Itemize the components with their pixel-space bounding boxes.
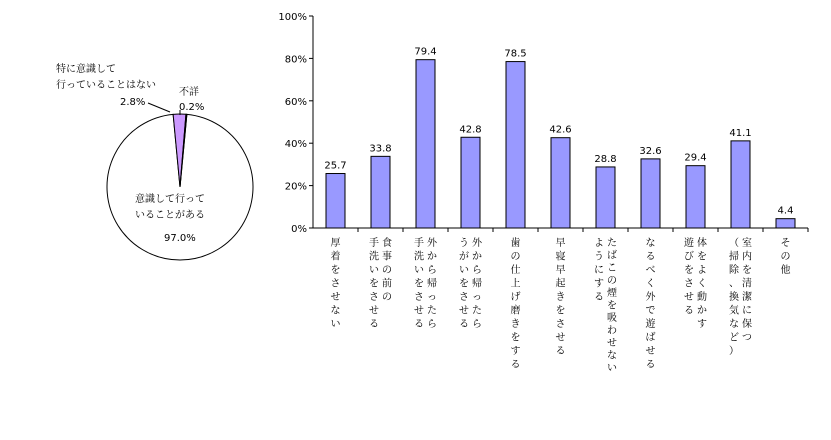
x-category-label-char: を	[459, 278, 469, 290]
x-category-label-char: な	[645, 238, 656, 249]
data-label: 29.4	[684, 152, 707, 164]
x-category-label-char: せ	[607, 338, 617, 349]
y-tick-label: 0%	[291, 224, 307, 235]
x-category-label-char: さ	[459, 292, 469, 303]
x-category-label-char: 外	[472, 238, 482, 249]
x-category-label-char: 保	[742, 319, 752, 330]
x-category-label-char: 早	[555, 265, 566, 276]
bar	[326, 174, 345, 228]
x-category-label-char: 食	[382, 238, 392, 249]
bar	[551, 138, 570, 228]
x-category-label-char: る	[510, 359, 521, 371]
x-category-label-char: る	[369, 319, 379, 330]
x-category-label-char: 外	[645, 292, 656, 303]
x-category-label-char: を	[607, 300, 617, 312]
data-label: 78.5	[504, 48, 527, 60]
data-label: 41.1	[729, 127, 752, 139]
x-category-label-char: た	[472, 305, 482, 317]
x-category-label-char: ら	[427, 265, 437, 276]
pie-label-text: 意識して行って	[135, 194, 205, 205]
x-category-label-char: 煙	[607, 288, 617, 299]
x-category-label-char: 遊	[684, 238, 694, 249]
data-label: 42.6	[549, 124, 572, 136]
bar	[641, 159, 660, 228]
x-category-label-char: る	[645, 359, 656, 371]
data-label: 42.8	[459, 124, 482, 136]
y-tick-label: 60%	[284, 96, 307, 108]
x-category-label-char: よ	[697, 265, 707, 276]
x-category-label-char: の	[382, 292, 392, 303]
data-label: 4.4	[777, 205, 794, 217]
x-category-label-char: っ	[427, 292, 437, 303]
pie-value-label: 2.8%	[120, 97, 146, 108]
bar	[371, 156, 390, 228]
x-category-label-char: を	[555, 305, 566, 317]
x-category-label-char: さ	[555, 319, 566, 330]
x-category-label-char: 着	[330, 251, 341, 263]
x-category-label-char: っ	[472, 292, 482, 303]
x-category-label-char: に	[742, 305, 752, 317]
x-category-label-char: る	[594, 292, 604, 303]
x-category-label-char: 前	[382, 278, 392, 290]
leader-line	[148, 103, 170, 112]
x-category-label-char: 、	[729, 278, 739, 290]
x-category-label-char: で	[645, 305, 656, 317]
x-category-label-char: の	[510, 251, 521, 263]
x-category-label-char: ば	[645, 332, 656, 344]
x-category-label-char: 早	[555, 238, 566, 249]
x-category-label-char: 仕	[510, 265, 521, 276]
x-category-label-char: を	[330, 265, 341, 276]
x-category-label-char: 掃	[729, 251, 739, 263]
x-category-label-char: い	[330, 319, 341, 330]
x-category-label-char: 潔	[742, 292, 752, 303]
x-category-label-char: か	[697, 305, 707, 317]
x-category-label-char: ら	[472, 265, 482, 276]
x-category-label-char: 外	[427, 238, 437, 249]
x-category-label-char: 体	[697, 238, 707, 249]
x-category-label-char: 磨	[510, 305, 521, 317]
data-label: 33.8	[369, 143, 392, 155]
x-category-label-char: き	[555, 292, 566, 303]
bar	[506, 62, 525, 228]
x-category-label-char: の	[382, 265, 392, 276]
x-category-label-char: ら	[472, 319, 482, 330]
x-category-label-char: を	[414, 278, 424, 290]
x-category-label-char: る	[459, 319, 469, 330]
pie-chart	[56, 62, 253, 260]
x-category-label-char: か	[472, 251, 482, 263]
x-category-label-char: う	[459, 238, 469, 249]
x-category-label-char: か	[427, 251, 437, 263]
x-category-label-char: さ	[414, 292, 424, 303]
x-category-label-char: つ	[742, 332, 752, 344]
bar	[731, 141, 750, 228]
x-category-label-char: い	[459, 265, 469, 276]
y-tick-label: 20%	[284, 181, 307, 193]
x-category-label-char: せ	[459, 305, 469, 317]
x-category-label-char: 除	[729, 265, 739, 276]
x-category-label-char: ば	[607, 250, 617, 262]
x-category-label-char: さ	[684, 278, 694, 290]
x-category-label-char: 洗	[369, 251, 379, 263]
x-category-label-char: よ	[594, 238, 604, 249]
x-category-label-char: せ	[684, 292, 694, 303]
x-category-label-char: 厚	[330, 238, 341, 249]
x-category-label-char: 歯	[510, 238, 521, 249]
x-category-label-char: げ	[510, 292, 521, 303]
x-category-label-char: を	[510, 332, 521, 344]
x-category-label-char: 手	[414, 238, 424, 249]
x-category-label-char: る	[684, 305, 694, 317]
x-category-label-char: す	[594, 278, 604, 290]
pie-value-label: 0.2%	[179, 102, 205, 113]
pie-label-text: 特に意識して	[56, 64, 116, 75]
x-category-label-char: 上	[510, 278, 521, 290]
data-label: 25.7	[324, 160, 347, 172]
x-category-label-char: わ	[607, 325, 617, 337]
x-category-label-char: 寝	[555, 251, 566, 263]
bar-chart	[278, 12, 808, 374]
x-category-label-char: す	[697, 319, 707, 330]
x-category-label-char: （	[729, 238, 739, 249]
x-category-label-char: 事	[382, 251, 392, 263]
x-category-label-char: な	[330, 305, 341, 317]
x-category-label-char: が	[459, 251, 469, 263]
y-tick-label: 40%	[284, 139, 307, 151]
x-category-label-char: ）	[729, 346, 739, 357]
x-category-label-char: た	[427, 305, 437, 317]
pie-value-label: 97.0%	[164, 233, 196, 244]
pie-label-text: 行っていることはない	[56, 80, 156, 91]
x-category-label-char: 内	[742, 251, 752, 263]
x-category-label-char: の	[780, 251, 791, 263]
x-category-label-char: 帰	[427, 278, 437, 290]
x-category-label-char: さ	[369, 292, 379, 303]
x-category-label-char: く	[645, 278, 656, 290]
x-category-label-char: を	[369, 278, 379, 290]
bar	[461, 137, 480, 228]
data-label: 32.6	[639, 145, 662, 157]
x-category-label-char: な	[607, 350, 617, 362]
x-category-label-char: せ	[645, 346, 656, 357]
y-tick-label: 80%	[284, 54, 307, 66]
bar	[686, 166, 705, 228]
x-category-label-char: ど	[729, 332, 739, 344]
x-category-label-char: き	[510, 319, 521, 330]
x-category-label-char: る	[555, 346, 566, 357]
x-category-label-char: す	[510, 346, 521, 357]
x-category-label-char: せ	[414, 305, 424, 317]
x-category-label-char: 他	[780, 265, 791, 276]
x-category-label-char: べ	[645, 265, 656, 276]
x-category-label-char: 手	[369, 238, 379, 249]
x-category-label-char: に	[594, 265, 604, 276]
x-category-label-char: を	[684, 265, 694, 276]
x-category-label-char: 清	[742, 278, 752, 290]
x-category-label-char: 動	[697, 292, 707, 303]
bar	[776, 219, 795, 228]
x-category-label-char: を	[742, 265, 752, 276]
x-category-label-char: る	[414, 319, 424, 330]
y-tick-label: 100%	[278, 12, 307, 23]
x-category-label-char: た	[607, 238, 617, 249]
x-category-label-char: 帰	[472, 278, 482, 290]
pie-label-text: いることがある	[135, 210, 205, 221]
x-category-label-char: さ	[330, 278, 341, 290]
x-category-label-char: を	[697, 251, 707, 263]
bar	[596, 167, 615, 228]
x-category-label-char: 吸	[607, 313, 617, 324]
x-category-label-char: い	[369, 265, 379, 276]
x-category-label-char: 洗	[414, 251, 424, 263]
x-category-label-char: い	[607, 363, 617, 374]
x-category-label-char: 起	[555, 278, 566, 290]
pie-label-text: 不詳	[179, 87, 199, 98]
bar	[416, 60, 435, 228]
x-category-label-char: 気	[729, 305, 739, 317]
data-label: 28.8	[594, 153, 617, 165]
x-category-label-char: せ	[369, 305, 379, 317]
x-category-label-char: こ	[607, 263, 617, 274]
x-category-label-char: 換	[729, 292, 739, 303]
x-category-label-char: 遊	[645, 319, 656, 330]
x-category-label-char: 室	[742, 238, 752, 249]
x-category-label-char: な	[729, 319, 739, 330]
x-category-label-char: う	[594, 251, 604, 263]
x-category-label-char: い	[414, 265, 424, 276]
data-label: 79.4	[414, 46, 437, 58]
x-category-label-char: び	[684, 251, 694, 263]
x-category-label-char: く	[697, 278, 707, 290]
x-category-label-char: そ	[780, 238, 791, 249]
x-category-label-char: せ	[555, 332, 566, 344]
x-category-label-char: る	[645, 251, 656, 263]
x-category-label-char: ら	[427, 319, 437, 330]
x-category-label-char: の	[607, 275, 617, 287]
x-category-label-char: せ	[330, 292, 341, 303]
